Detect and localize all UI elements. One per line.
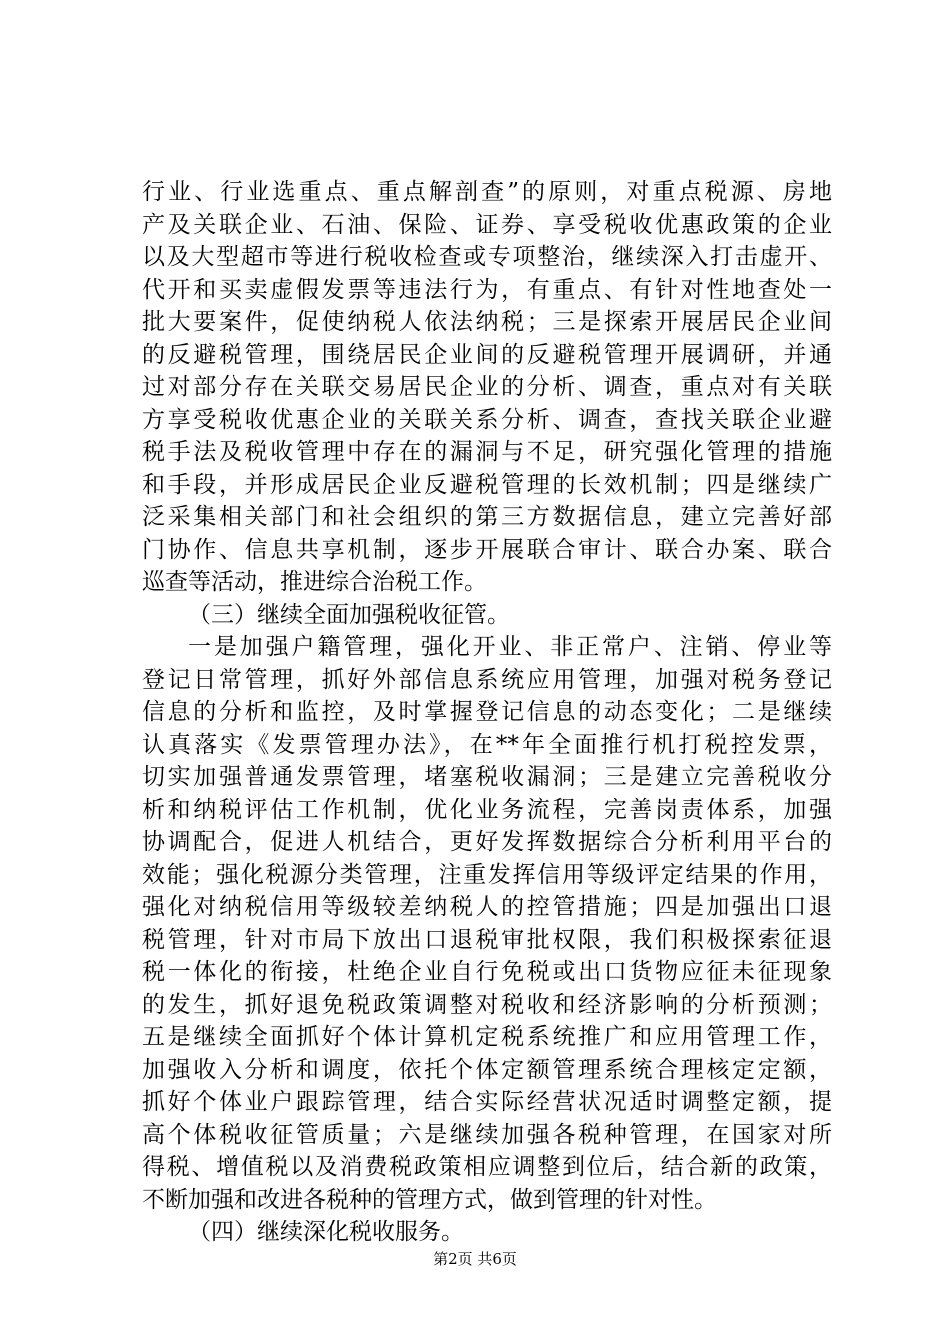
text-line: 效能；强化税源分类管理，注重发挥信用等级评定结果的作用，: [142, 861, 832, 888]
text-line: 五是继续全面抓好个体计算机定税系统推广和应用管理工作，: [142, 1024, 832, 1050]
section-heading: （四）继续深化税收服务。: [188, 1219, 464, 1245]
text-line: 和手段，并形成居民企业反避税管理的长效机制；四是继续广: [142, 471, 832, 498]
text-line: 税一体化的衔接，杜绝企业自行免税或出口货物应征未征现象: [142, 959, 832, 985]
text-line: 巡查等活动，推进综合治税工作。: [142, 569, 487, 595]
text-line: 行业、行业选重点、重点解剖查”的原则，对重点税源、房地: [142, 179, 832, 205]
text-line: 批大要案件，促使纳税人依法纳税；三是探索开展居民企业间: [142, 309, 832, 335]
text-line: 强化对纳税信用等级较差纳税人的控管措施；四是加强出口退: [142, 894, 832, 920]
text-line: 产及关联企业、石油、保险、证券、享受税收优惠政策的企业: [142, 211, 832, 238]
text-line: 过对部分存在关联交易居民企业的分析、调查，重点对有关联: [142, 374, 832, 400]
text-line: 门协作、信息共享机制，逐步开展联合审计、联合办案、联合: [142, 536, 832, 563]
text-line: 抓好个体业户跟踪管理，结合实际经营状况适时调整定额，提: [142, 1089, 832, 1115]
text-line: 一是加强户籍管理，强化开业、非正常户、注销、停业等: [188, 634, 832, 660]
document-body: [142, 176, 832, 1249]
text-line: 的发生，抓好退免税政策调整对税收和经济影响的分析预测；: [142, 991, 832, 1018]
section-heading: （三）继续全面加强税收征管。: [188, 601, 510, 628]
text-line: 代开和买卖虚假发票等违法行为，有重点、有针对性地查处一: [142, 276, 832, 303]
text-line: 方享受税收优惠企业的关联关系分析、调查，查找关联企业避: [142, 406, 832, 433]
text-line: 高个体税收征管质量；六是继续加强各税种管理，在国家对所: [142, 1121, 832, 1148]
text-line: 泛采集相关部门和社会组织的第三方数据信息，建立完善好部: [142, 504, 832, 530]
text-line: 的反避税管理，围绕居民企业间的反避税管理开展调研，并通: [142, 341, 832, 368]
text-line: 加强收入分析和调度，依托个体定额管理系统合理核定定额，: [142, 1056, 832, 1083]
text-line: 不断加强和改进各税种的管理方式，做到管理的针对性。: [142, 1186, 717, 1213]
text-line: 税管理，针对市局下放出口退税审批权限，我们积极探索征退: [142, 926, 832, 953]
page-number-footer: 第2页 共6页: [433, 1250, 517, 1268]
text-line: 认真落实《发票管理办法》，在**年全面推行机打税控发票，: [142, 731, 832, 758]
text-line: 切实加强普通发票管理，堵塞税收漏洞；三是建立完善税收分: [142, 764, 832, 790]
text-line: 以及大型超市等进行税收检查或专项整治，继续深入打击虚开、: [142, 244, 832, 270]
text-line: 登记日常管理，抓好外部信息系统应用管理，加强对税务登记: [142, 666, 832, 693]
text-line: 得税、增值税以及消费税政策相应调整到位后，结合新的政策，: [142, 1154, 832, 1180]
text-line: 协调配合，促进人机结合，更好发挥数据综合分析利用平台的: [142, 829, 832, 855]
text-line: 信息的分析和监控，及时掌握登记信息的动态变化；二是继续: [142, 699, 832, 725]
text-line: 税手法及税收管理中存在的漏洞与不足，研究强化管理的措施: [142, 439, 832, 465]
text-line: 析和纳税评估工作机制，优化业务流程，完善岗责体系，加强: [142, 796, 832, 823]
